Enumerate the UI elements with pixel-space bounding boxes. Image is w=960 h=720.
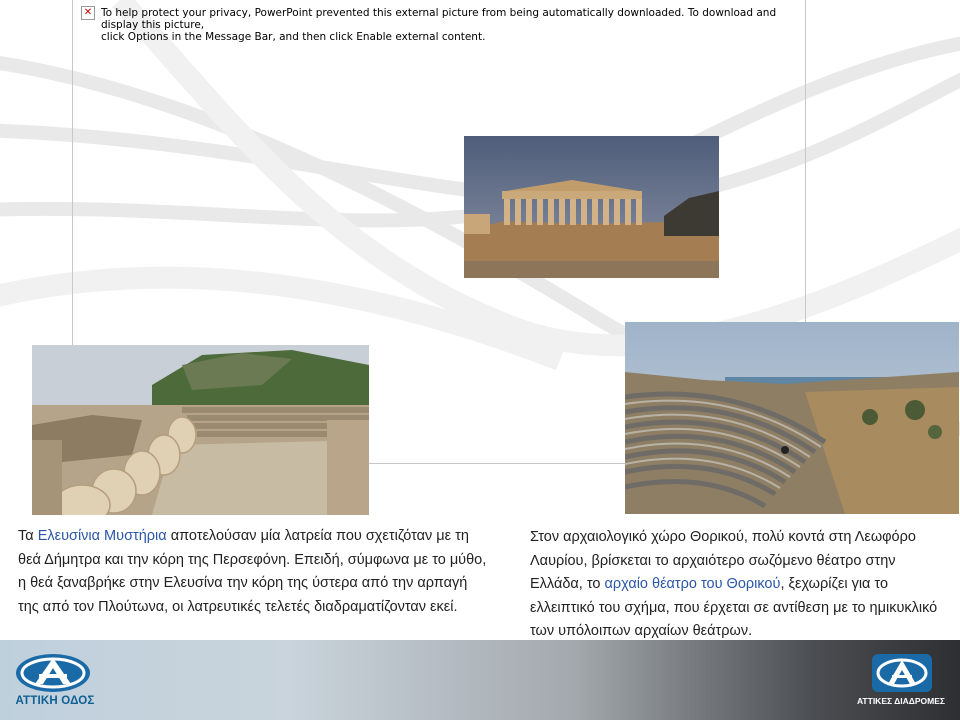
thorikos-caption [530, 526, 950, 644]
privacy-message [101, 7, 801, 43]
parthenon-photo [464, 136, 719, 278]
eleusis-caption [18, 525, 488, 619]
thorikos-caption-text: , ξεχωρίζει για το ελλειπτικό του σχήμα, που έρχεται σε αντίθεση με το ημικυκλικό των υπόλοιπων αρχαίων θεάτρων. [530, 576, 938, 639]
attiki-odos-label: ΑΤΤΙΚΗ ΟΔΟΣ [15, 695, 95, 707]
eleusinian-mysteries-link[interactable]: Ελευσίνια Μυστήρια [37, 528, 167, 544]
attiki-odos-logo [13, 652, 93, 710]
privacy-message-line2: click Options in the Message Bar, and then click Enable external content. [101, 31, 486, 43]
thorikos-caption-prefix: Στον αρχαιολογικό χώρο Θορικού, πολύ κοντά στη Λεωφόρο Λαυρίου, βρίσκεται το αρχαιότερο σωζόμενο θέατρο στην Ελλάδα, το [530, 529, 916, 592]
eleusis-caption-text: αποτελούσαν μία λατρεία που σχετιζόταν με τη θεά Δήμητρα και την κόρη της Περσεφόνη. Επειδή, σύμφωνα με το μύθο, η θεά ξαναβρήκε στην Ελευσίνα την κόρη της ύστερα από την αρπαγή της από τον Πλούτωνα, οι λατρευτικές τελετές διαδραματίζονταν εκεί. [18, 528, 487, 615]
attiki-odos-emblem-icon [13, 652, 93, 694]
footer-bar [0, 640, 960, 720]
eleusis-caption-prefix: Τα [18, 528, 38, 544]
thorikos-theatre-photo [625, 322, 959, 514]
attikes-diadromes-label: ΑΤΤΙΚΕΣ ΔΙΑΔΡΟΜΕΣ [857, 696, 945, 706]
broken-image-icon: ✕ [81, 6, 95, 20]
attikes-diadromes-logo [852, 654, 950, 710]
eleusis-photo [32, 345, 369, 515]
privacy-message-line1: To help protect your privacy, PowerPoint prevented this external picture from being automatically downloaded. To download and display this picture, [101, 7, 777, 31]
attikes-diadromes-emblem [872, 654, 932, 692]
thorikos-theatre-link[interactable]: αρχαίο θέατρο του Θορικού [604, 576, 781, 592]
attikes-diadromes-emblem-icon [872, 654, 932, 692]
